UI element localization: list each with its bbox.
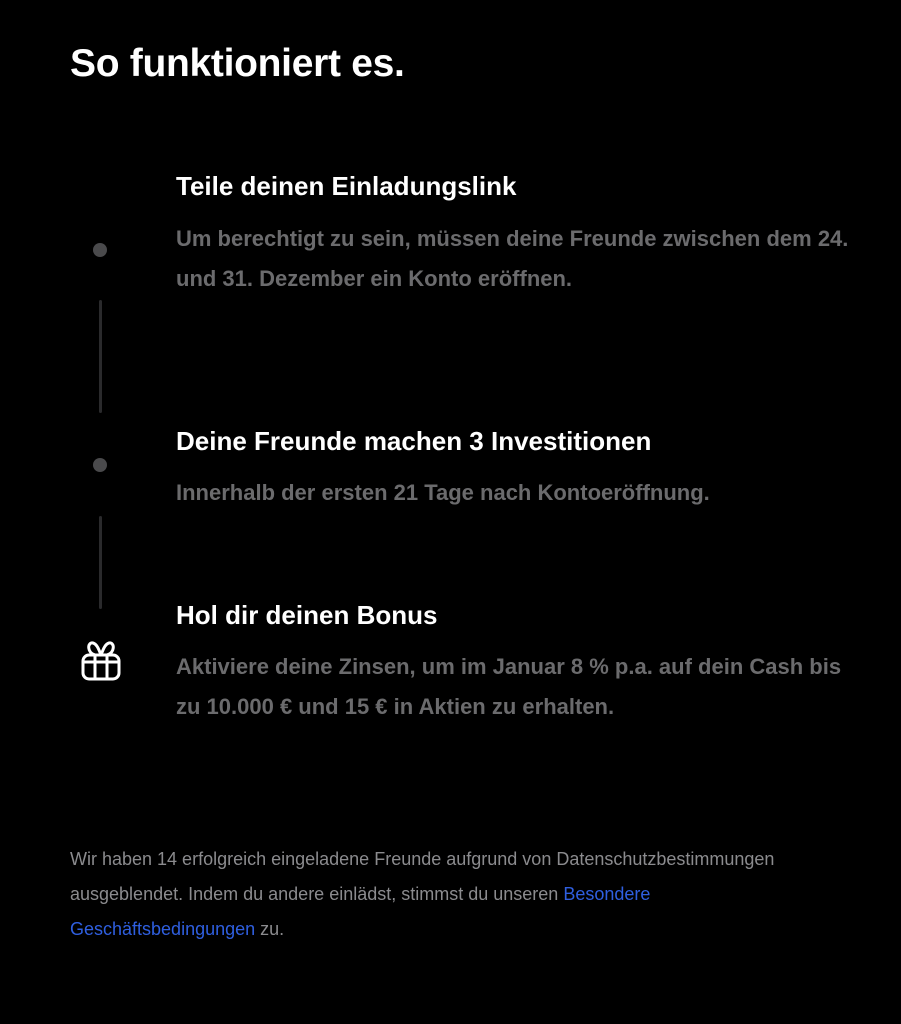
step-description: Aktiviere deine Zinsen, um im Januar 8 % p.a. auf dein Cash bis zu 10.000 € und 15 € in Aktien zu erhalten.	[176, 654, 842, 719]
timeline-dot	[93, 243, 107, 257]
step-title: Teile deinen Einladungslink	[176, 171, 517, 201]
terms-link[interactable]: Besondere Geschäftsbedingungen	[70, 884, 651, 939]
privacy-footnote	[70, 842, 810, 947]
step-description: Um berechtigt zu sein, müssen deine Freunde zwischen dem 24. und 31. Dezember ein Konto eröffnen.	[176, 226, 849, 291]
page-title: So funktioniert es.	[70, 42, 405, 85]
step-description: Innerhalb der ersten 21 Tage nach Kontoeröffnung.	[176, 480, 710, 505]
step-title: Deine Freunde machen 3 Investitionen	[176, 426, 652, 456]
timeline-connector	[99, 300, 102, 413]
footnote-text: Wir haben 14 erfolgreich eingeladene Freunde aufgrund von Datenschutzbestimmungen ausgeblendet. Indem du andere einlädst, stimmst du unseren	[70, 849, 775, 904]
footnote-text-end: zu.	[255, 919, 285, 939]
step-title: Hol dir deinen Bonus	[176, 600, 438, 630]
gift-icon	[80, 638, 122, 682]
timeline-dot	[93, 458, 107, 472]
timeline-connector	[99, 516, 102, 609]
